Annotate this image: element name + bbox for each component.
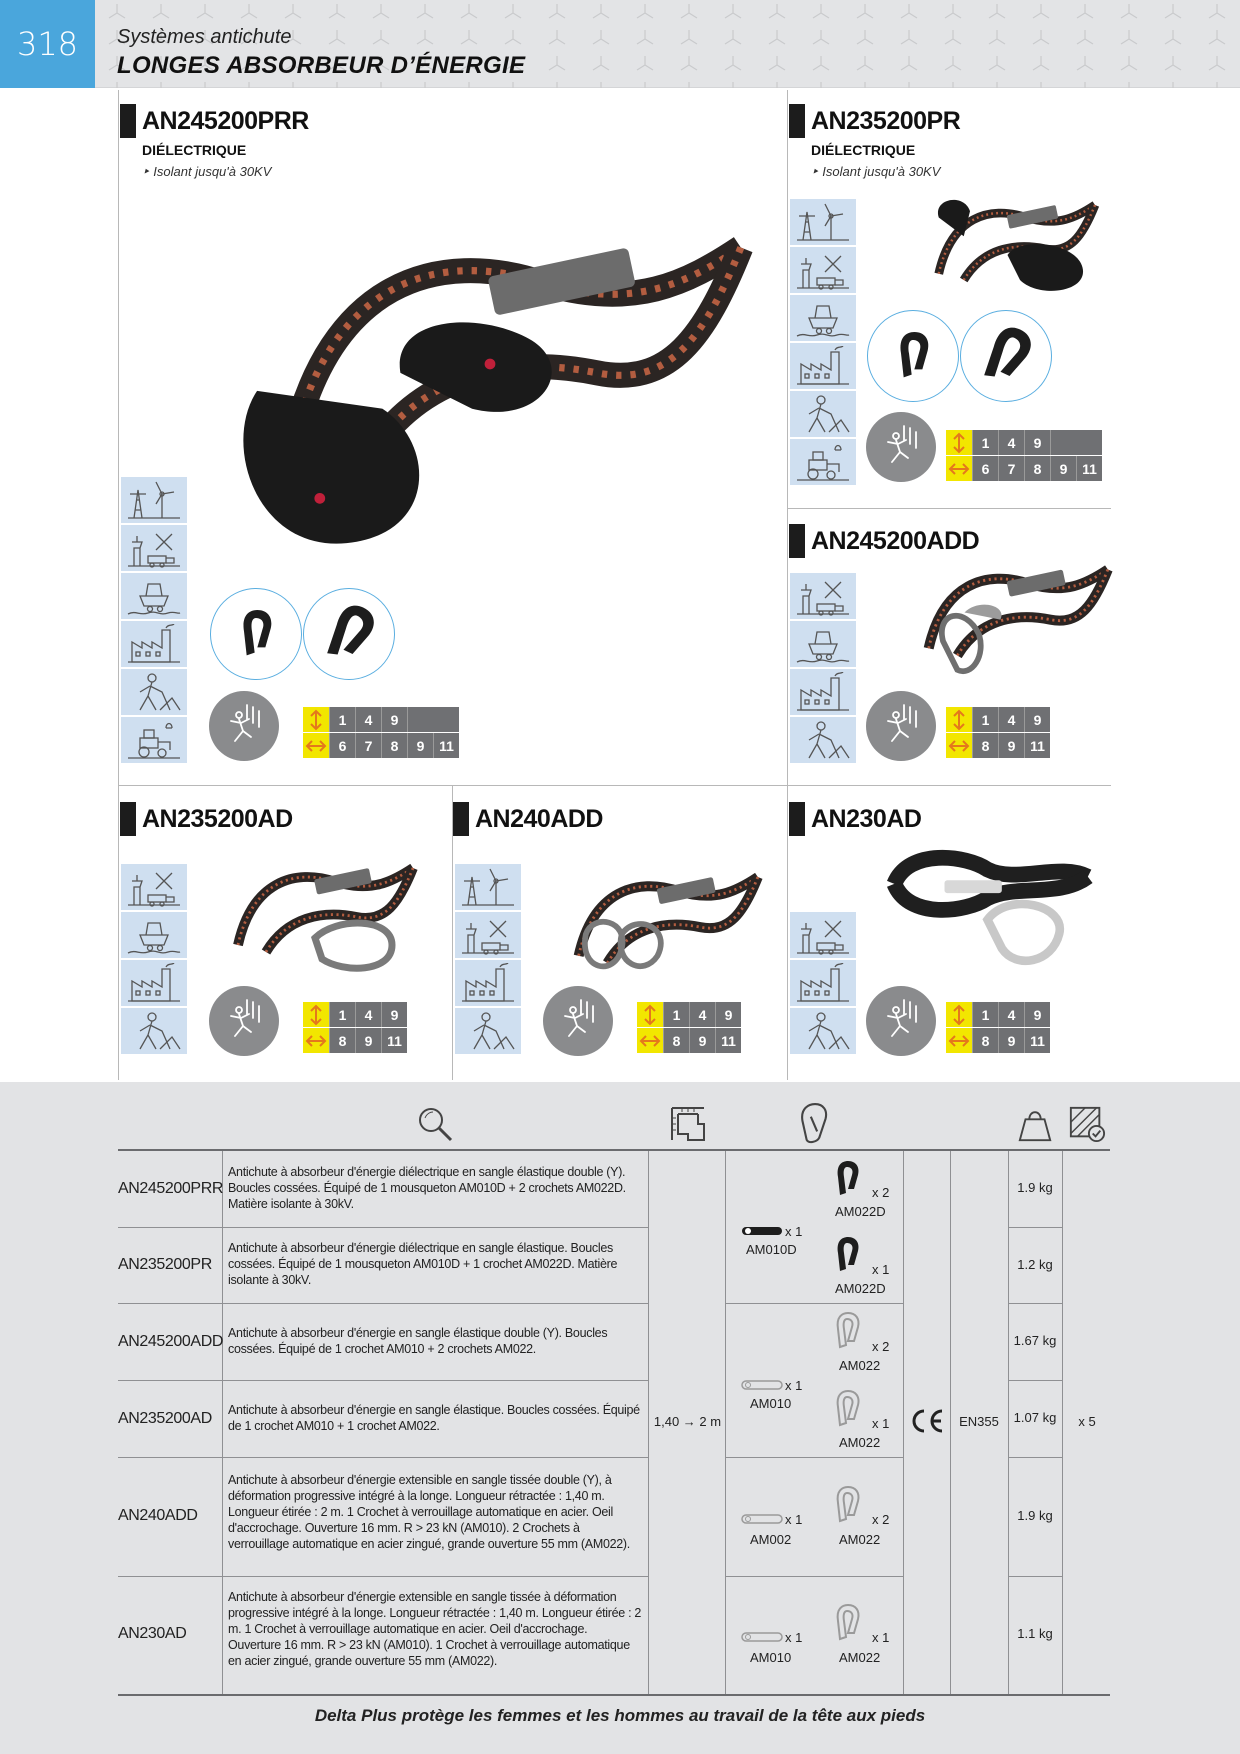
mousqueton-icon bbox=[740, 1224, 784, 1238]
product-photo-5 bbox=[550, 845, 765, 995]
connector-label: AM022 bbox=[839, 1532, 881, 1547]
grid-line bbox=[118, 785, 1111, 786]
clearance-table-6: 1 4 9 8 9 11 bbox=[946, 1002, 1050, 1054]
connector-qty: x 2 bbox=[872, 1185, 890, 1200]
hook-icon bbox=[832, 1602, 862, 1644]
vertical-arrow-icon bbox=[946, 707, 972, 732]
weight-value: 1.07 kg bbox=[1013, 1410, 1057, 1425]
wind-power-icon bbox=[455, 864, 521, 910]
port-icon bbox=[455, 912, 521, 958]
table-row-code: AN245200ADD bbox=[118, 1333, 223, 1350]
mousqueton-icon bbox=[740, 1630, 784, 1644]
table-line bbox=[725, 1457, 903, 1458]
connector-label: AM022 bbox=[839, 1358, 881, 1373]
horizontal-arrow-icon bbox=[946, 733, 972, 758]
page-title: LONGES ABSORBEUR D’ÉNERGIE bbox=[117, 52, 526, 79]
table-line bbox=[118, 1149, 1110, 1151]
length-icon bbox=[668, 1104, 708, 1144]
category-label: Systèmes antichute bbox=[117, 26, 292, 48]
table-line bbox=[1008, 1303, 1062, 1304]
vertical-arrow-icon bbox=[303, 707, 329, 732]
product-code-2: AN235200PR bbox=[789, 104, 960, 138]
connector-qty: x 1 bbox=[872, 1416, 890, 1431]
fall-arrest-icon bbox=[543, 986, 613, 1056]
table-line bbox=[1008, 1457, 1062, 1458]
connector-icon bbox=[798, 1102, 830, 1144]
hook-scaffold-icon bbox=[960, 310, 1052, 402]
construction-icon bbox=[121, 1008, 187, 1054]
table-line bbox=[725, 1151, 726, 1694]
connector-qty: x 1 bbox=[785, 1224, 803, 1239]
construction-icon bbox=[790, 1008, 856, 1054]
hook-icon bbox=[832, 1234, 862, 1276]
connector-qty: x 1 bbox=[785, 1630, 803, 1645]
construction-icon bbox=[790, 717, 856, 763]
fall-arrest-icon bbox=[209, 691, 279, 761]
mining-icon bbox=[121, 573, 187, 619]
product-code-1: AN245200PRR bbox=[120, 104, 309, 138]
table-row-desc: Antichute à absorbeur d'énergie extensible en sangle tissée double (Y), à déformation progressive intégré à la longe. Longueur rétractée : 1,40 m. Longueur étirée : 2 m. 1 Crochet à verrouillage automatique en acier. Oeil d'accrochage. Ouverture 16 mm. R > 23 kN (AM010). 2 Crochets à verrouillage automatique en acier zingué, grande ouverture 55 mm (AM022). bbox=[228, 1473, 630, 1551]
page-number: 318 bbox=[0, 0, 95, 88]
connector-qty: x 2 bbox=[872, 1339, 890, 1354]
hook-icon bbox=[832, 1388, 862, 1430]
factory-icon bbox=[455, 960, 521, 1006]
table-row-code: AN235200PR bbox=[118, 1256, 212, 1273]
table-line bbox=[1008, 1227, 1062, 1228]
connector-label: AM022D bbox=[835, 1204, 886, 1219]
product-subtitle-2: DIÉLECTRIQUE bbox=[811, 142, 916, 158]
connector-qty: x 1 bbox=[785, 1512, 803, 1527]
product-photo-6 bbox=[880, 840, 1095, 985]
fall-arrest-icon bbox=[866, 986, 936, 1056]
connector-qty: x 1 bbox=[872, 1262, 890, 1277]
magnifier-icon bbox=[415, 1104, 455, 1144]
port-icon bbox=[121, 525, 187, 571]
table-line bbox=[725, 1576, 903, 1577]
factory-icon bbox=[121, 960, 187, 1006]
clearance-table-4: 1 4 9 8 9 11 bbox=[303, 1002, 407, 1054]
horizontal-arrow-icon bbox=[303, 1028, 329, 1053]
connector-label: AM002 bbox=[750, 1532, 792, 1547]
weight-icon bbox=[1016, 1106, 1054, 1144]
connector-qty: x 2 bbox=[872, 1512, 890, 1527]
grid-line bbox=[118, 90, 119, 1080]
table-row-desc: Antichute à absorbeur d'énergie en sangle élastique double (Y). Boucles cossées. Équipé de 1 crochet AM010 + 2 crochets AM022. bbox=[228, 1326, 608, 1356]
mousqueton-icon bbox=[740, 1378, 784, 1392]
connector-label: AM010 bbox=[750, 1650, 792, 1665]
clearance-table-3: 1 4 9 8 9 11 bbox=[946, 707, 1050, 759]
ce-mark-icon bbox=[909, 1408, 945, 1434]
fall-arrest-icon bbox=[866, 412, 936, 482]
vertical-arrow-icon bbox=[303, 1002, 329, 1027]
table-row-code: AN230AD bbox=[118, 1625, 187, 1642]
mousqueton-icon bbox=[740, 1512, 784, 1526]
table-line bbox=[1008, 1380, 1062, 1381]
product-code-6: AN230AD bbox=[789, 802, 921, 836]
product-code-4: AN235200AD bbox=[120, 802, 293, 836]
product-bullet-2: ‣ Isolant jusqu'à 30KV bbox=[811, 164, 941, 179]
hook-scaffold-icon bbox=[303, 588, 395, 680]
product-bullet-1: ‣ Isolant jusqu'à 30KV bbox=[142, 164, 272, 179]
table-line bbox=[118, 1576, 648, 1577]
hook-icon bbox=[832, 1310, 862, 1352]
weight-value: 1.9 kg bbox=[1017, 1508, 1053, 1523]
connector-label: AM022 bbox=[839, 1650, 881, 1665]
hook-icon bbox=[832, 1158, 862, 1200]
product-code-5: AN240ADD bbox=[453, 802, 603, 836]
footer-slogan: Delta Plus protège les femmes et les hommes au travail de la tête aux pieds bbox=[314, 1706, 926, 1725]
horizontal-arrow-icon bbox=[946, 1028, 972, 1053]
clearance-table-2: 1 4 9 6 7 8 9 11 bbox=[946, 430, 1102, 482]
horizontal-arrow-icon bbox=[303, 733, 329, 758]
standard-value: EN355 bbox=[959, 1414, 999, 1429]
table-row-desc: Antichute à absorbeur d'énergie en sangle élastique. Boucles cossées. Équipé de 1 crochet AM010 + 1 crochet AM022. bbox=[228, 1403, 640, 1433]
product-photo-3 bbox=[900, 535, 1115, 690]
table-line bbox=[1008, 1576, 1062, 1577]
grid-line bbox=[787, 508, 1111, 509]
mining-icon bbox=[790, 621, 856, 667]
factory-icon bbox=[121, 621, 187, 667]
weight-value: 1.9 kg bbox=[1017, 1180, 1053, 1195]
agriculture-icon bbox=[790, 439, 856, 485]
horizontal-arrow-icon bbox=[946, 456, 972, 481]
table-row-code: AN245200PRR bbox=[118, 1180, 223, 1197]
connector-qty: x 1 bbox=[872, 1630, 890, 1645]
table-line bbox=[118, 1380, 648, 1381]
table-line bbox=[648, 1151, 649, 1694]
vertical-arrow-icon bbox=[637, 1002, 663, 1027]
table-line bbox=[118, 1227, 648, 1228]
connector-label: AM022 bbox=[839, 1435, 881, 1450]
agriculture-icon bbox=[121, 717, 187, 763]
port-icon bbox=[121, 864, 187, 910]
table-line bbox=[222, 1151, 223, 1694]
weight-value: 1.1 kg bbox=[1017, 1626, 1053, 1641]
table-row-desc: Antichute à absorbeur d'énergie diélectrique en sangle élastique. Boucles cossées. Équipé de 1 mousqueton AM010D + 1 crochet AM022D. Matière isolante à 30kV. bbox=[228, 1241, 618, 1287]
hook-snap-icon bbox=[867, 310, 959, 402]
product-photo-2 bbox=[900, 180, 1115, 305]
product-subtitle-1: DIÉLECTRIQUE bbox=[142, 142, 247, 158]
table-row-desc: Antichute à absorbeur d'énergie diélectrique en sangle élastique double (Y). Boucles cossées. Équipé de 1 mousqueton AM010D + 2 crochets AM022D. Matière isolante à 30kV. bbox=[228, 1165, 626, 1211]
packaging-value: x 5 bbox=[1078, 1414, 1096, 1429]
table-row-code: AN235200AD bbox=[118, 1410, 212, 1427]
product-photo-1 bbox=[220, 140, 760, 570]
spec-table bbox=[0, 1082, 1240, 1754]
table-line bbox=[118, 1303, 648, 1304]
weight-value: 1.2 kg bbox=[1017, 1257, 1053, 1272]
clearance-table-1: 1 4 9 6 7 8 9 11 bbox=[303, 707, 459, 759]
table-row-code: AN240ADD bbox=[118, 1507, 198, 1524]
factory-icon bbox=[790, 669, 856, 715]
connector-label: AM022D bbox=[835, 1281, 886, 1296]
packaging-icon bbox=[1068, 1104, 1106, 1144]
length-value: 1,40 → 2 m bbox=[653, 1414, 722, 1429]
table-line bbox=[118, 1457, 648, 1458]
wind-power-icon bbox=[121, 477, 187, 523]
port-icon bbox=[790, 573, 856, 619]
connector-label: AM010D bbox=[746, 1242, 797, 1257]
mining-icon bbox=[790, 295, 856, 341]
fall-arrest-icon bbox=[209, 986, 279, 1056]
construction-icon bbox=[121, 669, 187, 715]
construction-icon bbox=[455, 1008, 521, 1054]
factory-icon bbox=[790, 343, 856, 389]
construction-icon bbox=[790, 391, 856, 437]
mining-icon bbox=[121, 912, 187, 958]
clearance-table-5: 1 4 9 8 9 11 bbox=[637, 1002, 741, 1054]
hook-snap-icon bbox=[210, 588, 302, 680]
vertical-arrow-icon bbox=[946, 1002, 972, 1027]
hook-icon bbox=[832, 1484, 862, 1526]
weight-value: 1.67 kg bbox=[1013, 1333, 1057, 1348]
table-line bbox=[725, 1303, 903, 1304]
table-row-desc: Antichute à absorbeur d'énergie extensible en sangle tissée à déformation progressive intégré à la longe. Longueur rétractée : 1,40 m. Longueur étirée : 2 m. 1 Crochet à verrouillage automatique en acier. Oeil d'accrochage. Ouverture 16 mm. R > 23 kN (AM010). 1 Crochet à verrouillage automatique en acier zingué, grande ouverture 55 mm (AM022). bbox=[228, 1590, 642, 1668]
port-icon bbox=[790, 912, 856, 958]
table-line bbox=[118, 1694, 1110, 1696]
port-icon bbox=[790, 247, 856, 293]
vertical-arrow-icon bbox=[946, 430, 972, 455]
table-line bbox=[903, 1151, 904, 1694]
product-photo-4 bbox=[210, 840, 420, 980]
wind-power-icon bbox=[790, 199, 856, 245]
connector-label: AM010 bbox=[750, 1396, 792, 1411]
factory-icon bbox=[790, 960, 856, 1006]
product-code-3: AN245200ADD bbox=[789, 524, 979, 558]
grid-line bbox=[787, 90, 788, 1080]
fall-arrest-icon bbox=[866, 691, 936, 761]
connector-qty: x 1 bbox=[785, 1378, 803, 1393]
horizontal-arrow-icon bbox=[637, 1028, 663, 1053]
